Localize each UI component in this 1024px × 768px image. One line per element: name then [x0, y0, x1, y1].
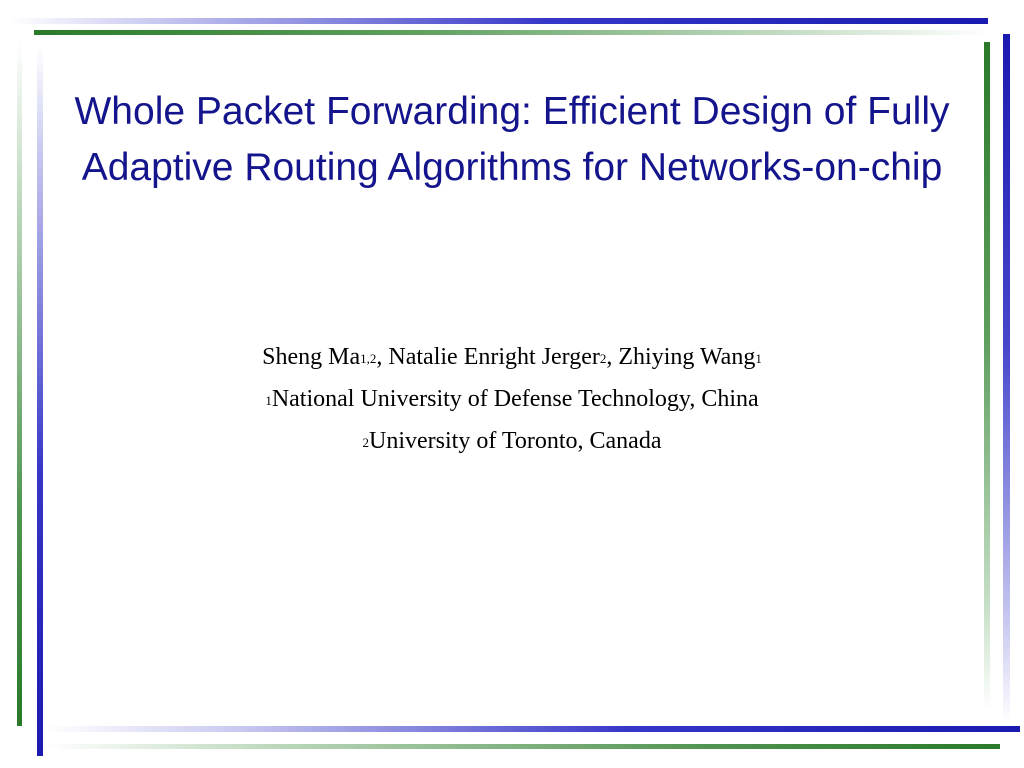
top-green-bar	[34, 30, 990, 35]
bottom-green-bar	[46, 744, 1000, 749]
author-sheng-ma-affiliation-marker: 1,2	[360, 351, 377, 366]
author-natalie-enright-jerger-affiliation-marker: 2	[599, 351, 607, 366]
author-sheng-ma: Sheng Ma	[262, 344, 361, 370]
author-block	[60, 336, 964, 462]
left-blue-bar	[37, 46, 43, 756]
affiliation-1-marker: 1	[265, 393, 272, 408]
right-green-bar	[984, 42, 990, 710]
affiliation-line-2	[60, 420, 964, 462]
authors-line	[60, 336, 964, 378]
affiliation-2-text: University of Toronto, Canada	[369, 428, 662, 454]
affiliation-1-text: National University of Defense Technology, China	[271, 386, 759, 412]
slide-title: Whole Packet Forwarding: Efficient Design of Fully Adaptive Routing Algorithms for Networks-on-chip	[74, 90, 950, 189]
left-green-bar	[17, 40, 22, 726]
bottom-blue-bar	[46, 726, 1020, 732]
affiliation-line-1	[60, 378, 964, 420]
top-blue-bar	[10, 18, 988, 24]
right-blue-bar	[1003, 34, 1010, 724]
author-zhiying-wang: , Zhiying Wang	[606, 344, 756, 370]
affiliation-2-marker: 2	[362, 435, 369, 450]
author-zhiying-wang-affiliation-marker: 1	[755, 351, 762, 366]
author-natalie-enright-jerger: , Natalie Enright Jerger	[376, 344, 600, 370]
